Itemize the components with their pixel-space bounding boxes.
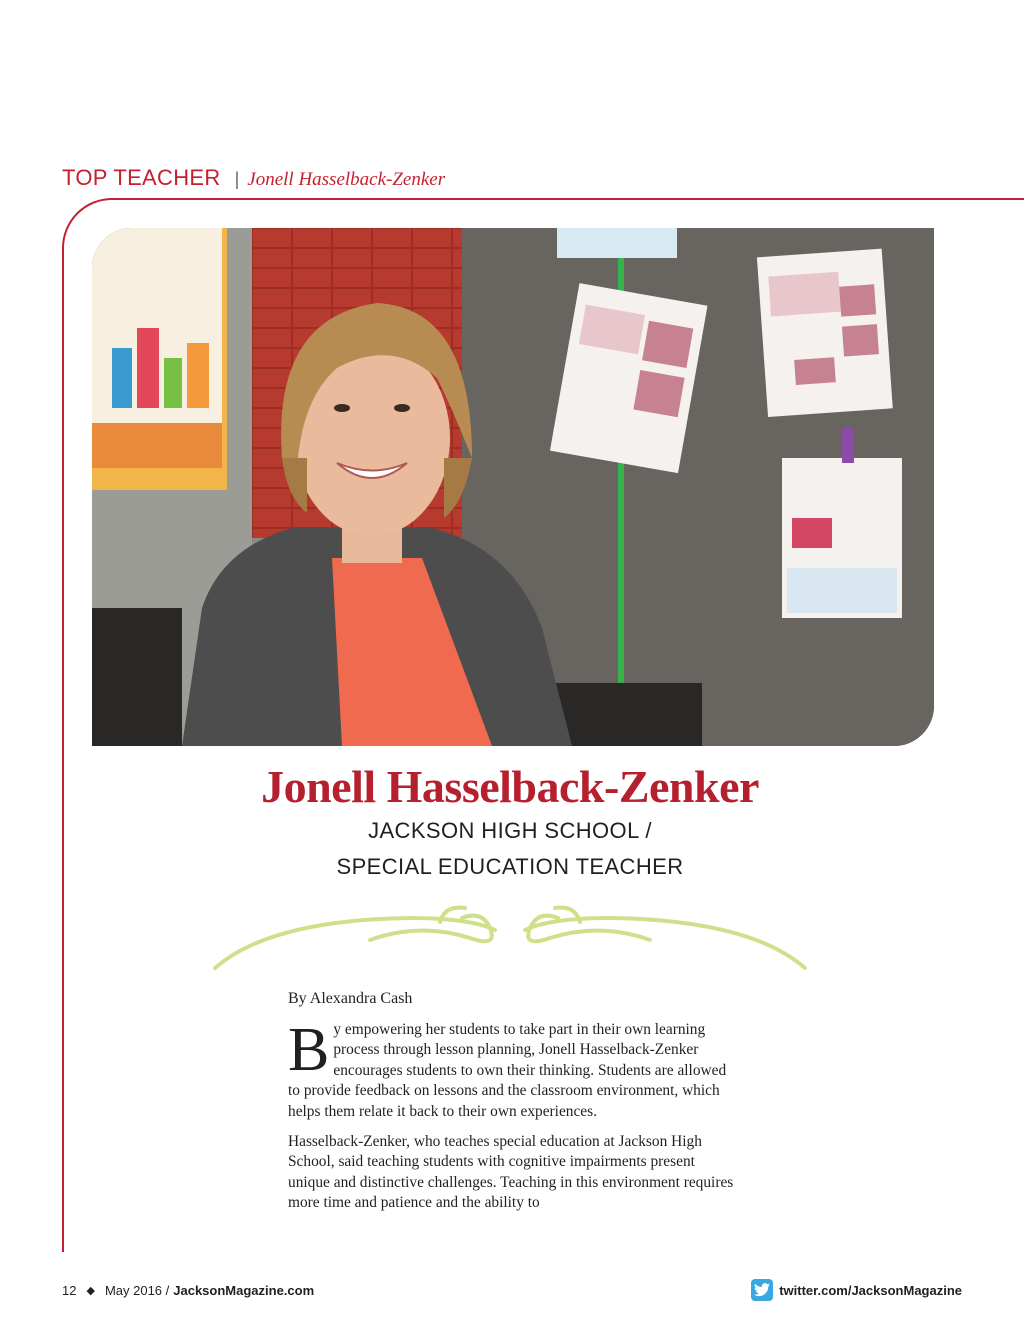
twitter-url: twitter.com/JacksonMagazine [779, 1282, 962, 1298]
footer-left [62, 1283, 314, 1298]
issue-date: May 2016 / [104, 1283, 170, 1298]
article-byline: By Alexandra Cash [288, 990, 413, 1007]
header-teacher-name: Jonell Hasselback-Zenker [247, 169, 446, 190]
role-subtitle: SPECIAL EDUCATION TEACHER [336, 854, 684, 879]
teacher-photo [92, 228, 934, 746]
frame-border-left [62, 250, 64, 1252]
paragraph-1-text: y empowering her students to take part in their own learning process through lesson planning, Jonell Hasselback-Zenker encourages students to own their thinking. Students are allowed to provide feedback on lessons and the classroom environment, which helps them relate it back to their own experiences. [288, 1021, 727, 1120]
paragraph-2-text: Hasselback-Zenker, who teaches special education at Jackson High School, said teaching students with cognitive impairments present unique and distinctive challenges. Teaching in this environment requires more time and patience and the ability to [288, 1133, 734, 1212]
article-body [288, 1016, 740, 1224]
diamond-icon: ◆ [86, 1285, 95, 1297]
decorative-flourish-icon [210, 900, 810, 977]
website-link[interactable]: JacksonMagazine.com [173, 1283, 315, 1298]
header-separator: | [234, 169, 240, 189]
school-subtitle: JACKSON HIGH SCHOOL / [368, 818, 652, 843]
twitter-handle[interactable] [751, 1279, 962, 1301]
article-paragraph [288, 1016, 740, 1122]
drop-cap: B [288, 1016, 330, 1084]
teacher-name-title: Jonell Hasselback-Zenker [261, 761, 759, 812]
section-header [62, 165, 445, 195]
section-label: TOP TEACHER [62, 165, 221, 190]
twitter-icon [751, 1279, 773, 1301]
page-number: 12 [62, 1283, 77, 1298]
